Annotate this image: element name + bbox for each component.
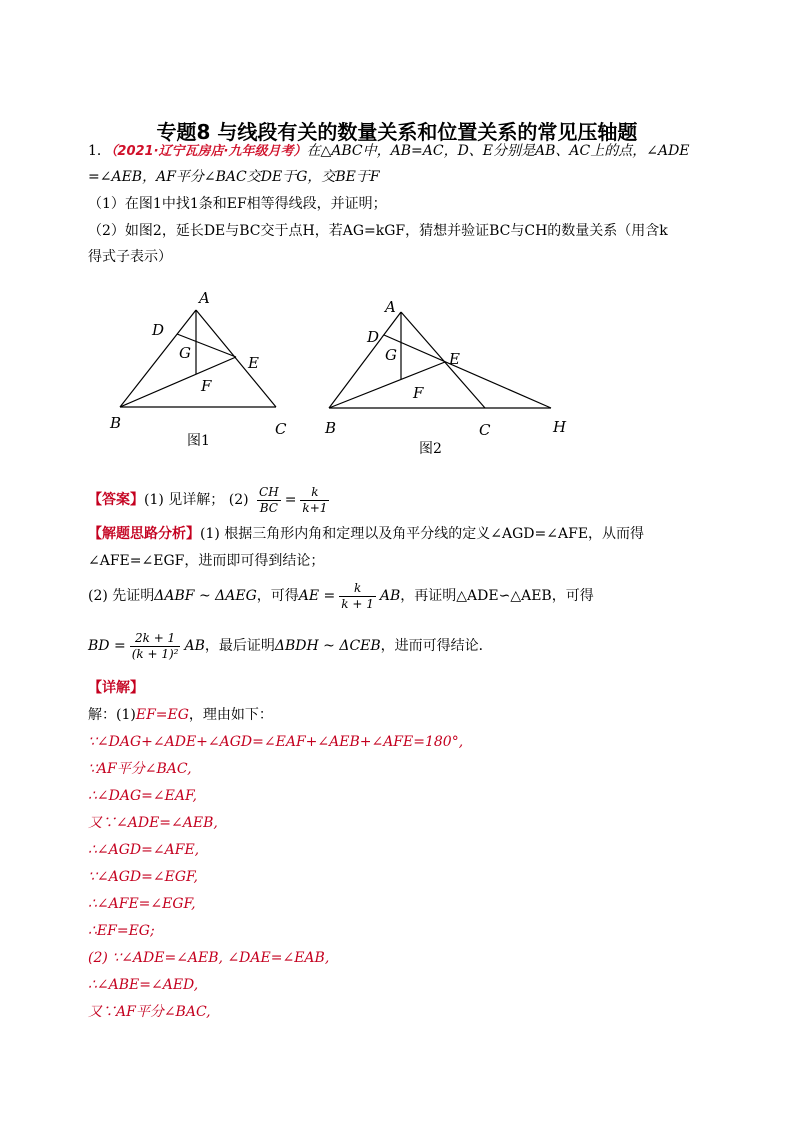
analysis-line4 (88, 624, 493, 668)
problem-number: 1． (88, 143, 111, 159)
analysis-ab-3: AB (379, 588, 401, 604)
analysis-fraction-bd (130, 631, 181, 662)
fig2-label-f: F (413, 384, 424, 402)
figure-1-diagram (100, 285, 310, 460)
analysis-fraction-k (339, 581, 376, 612)
solution-step: ∴∠DAG=∠EAF, (88, 788, 197, 804)
problem-source: （2021·辽宁瓦房店·九年级月考） (110, 144, 307, 159)
problem-stem-text1: 在△ABC中，AB=AC，D、E分别是AB、AC上的点，∠ADE (306, 143, 690, 159)
analysis-text4c: ，最后证明 (204, 638, 275, 654)
fig1-label-f: F (201, 377, 212, 395)
analysis-tag: 【解题思路分析】 (88, 526, 200, 542)
fig1-caption: 图1 (187, 433, 210, 449)
fig2-label-h: H (553, 418, 567, 436)
answer-part2-prefix: (2) (228, 492, 249, 508)
analysis-bd-eq: BD = (88, 638, 126, 654)
problem-stem-line1 (88, 141, 690, 162)
solution-intro (88, 705, 273, 725)
answer-tag: 【答案】 (88, 492, 144, 508)
analysis-frac4-num: 2k + 1 (130, 631, 181, 647)
analysis-ae-eq: AE = (298, 588, 336, 604)
page-title: 专题8 与线段有关的数量关系和位置关系的常见压轴题 (156, 120, 638, 144)
analysis-text4e: ，进而可得结论． (380, 638, 493, 654)
analysis-similar-abf-aeg: ΔABF ~ ΔAEG (154, 588, 257, 604)
detail-tag: 【详解】 (88, 680, 144, 696)
fig2-label-g: G (385, 346, 397, 364)
analysis-text3a: (2) 先证明 (88, 588, 155, 604)
fig1-segment-be (120, 357, 236, 407)
answer-frac1-num: CH (259, 484, 279, 499)
analysis-ab-4: AB (184, 638, 205, 654)
solution-prefix: 解：(1) (88, 707, 136, 723)
question-2-line1: （2）如图2，延长DE与BC交于点H，若AG=kGF，猜想并验证BC与CH的数量关系（用含k (88, 223, 668, 239)
solution-step: ∵∠AGD=∠EGF, (88, 869, 199, 885)
answer-equals: = (284, 492, 297, 508)
solution-step: ∴∠AFE=∠EGF, (88, 896, 196, 912)
analysis-frac3-num: k (339, 581, 376, 597)
question-1: （1）在图1中找1条和EF相等得线段，并证明； (88, 196, 387, 212)
analysis-similar-bdh-ceb: ΔBDH ~ ΔCEB (274, 638, 381, 654)
answer-part1: (1) 见详解； (144, 492, 225, 508)
analysis-text3c: ，可得 (256, 588, 299, 604)
answer-frac2-den: k+1 (302, 500, 328, 515)
analysis-frac3-den: k + 1 (341, 596, 374, 611)
fig1-label-c: C (275, 420, 287, 438)
fig1-label-d: D (152, 321, 165, 339)
fig2-segment-dh (384, 335, 551, 408)
analysis-frac4-den: (k + 1)² (131, 646, 179, 661)
fig2-label-c: C (479, 421, 491, 439)
solution-claim: EF=EG (135, 707, 189, 723)
figure-2-diagram (315, 290, 585, 460)
solution-suffix: ，理由如下： (188, 707, 273, 723)
solution-step: ∵∠DAG+∠ADE+∠AGD=∠EAF+∠AEB+∠AFE=180°, (88, 734, 464, 750)
analysis-text1: (1) 根据三角形内角和定理以及角平分线的定义∠AGD=∠AFE，从而得 (200, 526, 645, 542)
fig1-label-a: A (199, 289, 210, 307)
analysis-line2: ∠AFE=∠EGF，进而即可得到结论； (88, 553, 325, 569)
answer-fraction-k (300, 485, 329, 516)
problem-stem-line2: =∠AEB，AF平分∠BAC交DE于G，交BE于F (88, 169, 380, 185)
solution-step: ∴EF=EG; (88, 923, 155, 939)
fig2-caption: 图2 (419, 441, 442, 457)
answer-fraction-ch-bc (257, 485, 281, 516)
question-2-line2: 得式子表示） (88, 249, 172, 265)
analysis-text3f: ，再证明△ADE∽△AEB，可得 (400, 588, 594, 604)
solution-step: 又∵∠ADE=∠AEB, (88, 815, 218, 831)
answer-frac1-den: BC (259, 500, 278, 515)
fig2-label-b: B (325, 419, 337, 437)
solution-step: ∴∠ABE=∠AED, (88, 977, 199, 993)
fig2-label-e: E (449, 350, 460, 368)
answer-frac2-num: k (300, 485, 329, 501)
fig1-label-e: E (248, 354, 259, 372)
solution-step: 又∵AF平分∠BAC, (88, 1004, 211, 1020)
fig1-label-g: G (179, 344, 191, 362)
analysis-line3 (88, 576, 594, 616)
solution-step: ∵AF平分∠BAC, (88, 761, 192, 777)
fig2-label-d: D (367, 328, 380, 346)
fig2-label-a: A (385, 298, 396, 316)
analysis-line1 (88, 524, 644, 544)
fig1-label-b: B (110, 414, 122, 432)
solution-step: ∴∠AGD=∠AFE, (88, 842, 200, 858)
solution-step: (2) ∵∠ADE=∠AEB, ∠DAE=∠EAB, (88, 950, 330, 966)
answer-line (88, 484, 333, 516)
